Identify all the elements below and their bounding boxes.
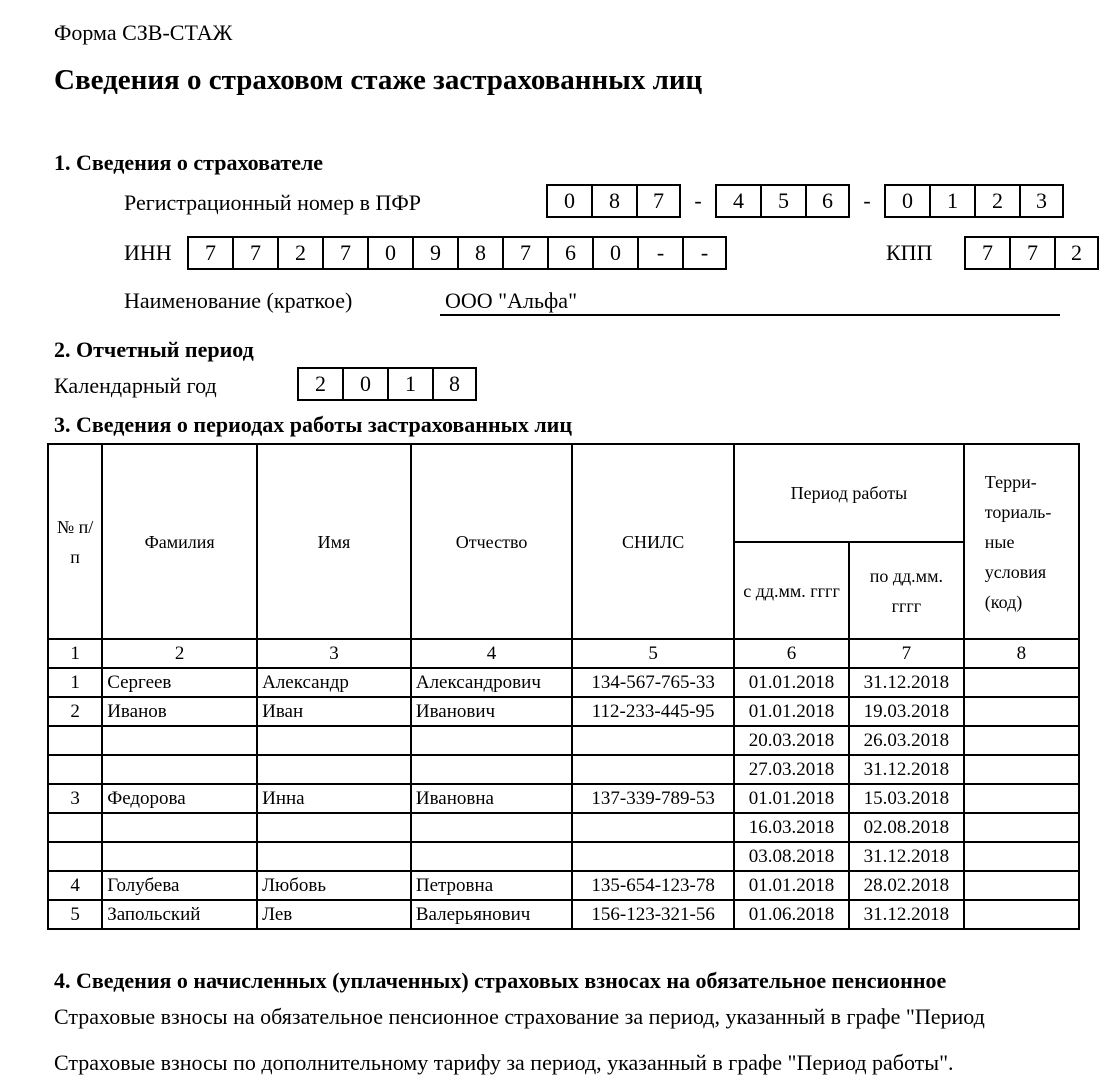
short-name-label: Наименование (краткое) — [124, 288, 353, 313]
year-digit: 8 — [432, 367, 477, 401]
inn-label: ИНН — [124, 240, 172, 265]
surname-cell: Иванов — [102, 697, 257, 726]
document-title: Сведения о страховом стаже застрахованных лиц — [54, 64, 703, 96]
period-to-cell: 31.12.2018 — [849, 842, 964, 871]
calendar-year-cells — [297, 367, 477, 401]
inn-digit: 0 — [592, 236, 637, 270]
column-number: 1 — [48, 639, 102, 668]
reg-number-digit: 0 — [546, 184, 591, 218]
short-name-underline — [440, 314, 1060, 316]
table-row — [48, 813, 1079, 842]
patronymic-cell — [411, 726, 572, 755]
section1-heading: 1. Сведения о страхователе — [54, 150, 324, 175]
period-to-cell: 28.02.2018 — [849, 871, 964, 900]
period-to-cell: 19.03.2018 — [849, 697, 964, 726]
reg-number-digit: 1 — [929, 184, 974, 218]
inn-digit: 9 — [412, 236, 457, 270]
snils-cell: 135-654-123-78 — [572, 871, 734, 900]
reg-number-digit: 3 — [1019, 184, 1064, 218]
column-number: 5 — [572, 639, 734, 668]
header-name: Имя — [257, 444, 411, 639]
period-to-cell: 31.12.2018 — [849, 755, 964, 784]
header-period-to: по дд.мм. гггг — [849, 542, 964, 639]
column-number: 2 — [102, 639, 257, 668]
row-number — [48, 726, 102, 755]
period-from-cell: 01.01.2018 — [734, 871, 849, 900]
section2-heading: 2. Отчетный период — [54, 337, 254, 362]
inn-digit: 7 — [232, 236, 277, 270]
row-number: 5 — [48, 900, 102, 929]
snils-cell — [572, 842, 734, 871]
snils-cell: 134-567-765-33 — [572, 668, 734, 697]
section4-line2: Страховые взносы по дополнительному тарифу за период, указанный в графе "Период работы". — [54, 1050, 954, 1075]
period-to-cell: 15.03.2018 — [849, 784, 964, 813]
snils-cell — [572, 726, 734, 755]
territorial-conditions-cell — [964, 697, 1079, 726]
snils-cell — [572, 755, 734, 784]
period-from-cell: 27.03.2018 — [734, 755, 849, 784]
reg-number-digit: 8 — [591, 184, 636, 218]
patronymic-cell: Валерьянович — [411, 900, 572, 929]
header-territorial-conditions: Территориальные условия (код) — [964, 444, 1079, 639]
surname-cell: Запольский — [102, 900, 257, 929]
territorial-conditions-cell — [964, 726, 1079, 755]
column-number: 7 — [849, 639, 964, 668]
name-cell: Инна — [257, 784, 411, 813]
year-digit: 1 — [387, 367, 432, 401]
reg-number-digit: 0 — [884, 184, 929, 218]
name-cell: Лев — [257, 900, 411, 929]
section4-heading: 4. Сведения о начисленных (уплаченных) страховых взносах на обязательное пенсионное — [54, 968, 947, 993]
territorial-conditions-cell — [964, 784, 1079, 813]
row-number: 1 — [48, 668, 102, 697]
table-row — [48, 871, 1079, 900]
inn-digit: 2 — [277, 236, 322, 270]
section3-heading: 3. Сведения о периодах работы застрахованных лиц — [54, 412, 573, 437]
kpp-digit: 7 — [964, 236, 1009, 270]
reg-number-digit: 7 — [636, 184, 681, 218]
patronymic-cell: Петровна — [411, 871, 572, 900]
period-from-cell: 01.06.2018 — [734, 900, 849, 929]
inn-digit: 0 — [367, 236, 412, 270]
table-row — [48, 842, 1079, 871]
period-from-cell: 01.01.2018 — [734, 784, 849, 813]
column-number: 3 — [257, 639, 411, 668]
header-work-period: Период работы — [734, 444, 964, 542]
header-surname: Фамилия — [102, 444, 257, 639]
reg-number-digit: 2 — [974, 184, 1019, 218]
territorial-conditions-cell — [964, 668, 1079, 697]
inn-digit: 8 — [457, 236, 502, 270]
snils-cell — [572, 813, 734, 842]
snils-cell: 156-123-321-56 — [572, 900, 734, 929]
header-period-from: с дд.мм. гггг — [734, 542, 849, 639]
form-name: Форма СЗВ-СТАЖ — [54, 20, 233, 45]
name-cell — [257, 726, 411, 755]
inn-digit: 7 — [187, 236, 232, 270]
table-row — [48, 900, 1079, 929]
period-to-cell: 31.12.2018 — [849, 668, 964, 697]
table-row — [48, 755, 1079, 784]
period-from-cell: 16.03.2018 — [734, 813, 849, 842]
inn-digit: 7 — [322, 236, 367, 270]
reg-number-digit: 5 — [760, 184, 805, 218]
kpp-cells — [964, 236, 1099, 270]
snils-cell: 137-339-789-53 — [572, 784, 734, 813]
row-number: 4 — [48, 871, 102, 900]
header-snils: СНИЛС — [572, 444, 734, 639]
inn-cells — [187, 236, 727, 270]
surname-cell: Федорова — [102, 784, 257, 813]
row-number: 2 — [48, 697, 102, 726]
name-cell — [257, 842, 411, 871]
row-number: 3 — [48, 784, 102, 813]
column-number: 8 — [964, 639, 1079, 668]
header-num: № п/п — [48, 444, 102, 639]
period-to-cell: 31.12.2018 — [849, 900, 964, 929]
reg-number-cells — [546, 184, 1064, 218]
short-name-value: ООО "Альфа" — [445, 288, 578, 313]
inn-digit: - — [637, 236, 682, 270]
reg-number-separator: - — [694, 188, 702, 213]
period-to-cell: 26.03.2018 — [849, 726, 964, 755]
inn-digit: - — [682, 236, 727, 270]
kpp-label: КПП — [886, 240, 933, 265]
column-number: 4 — [411, 639, 572, 668]
inn-digit: 7 — [502, 236, 547, 270]
section4-line1: Страховые взносы на обязательное пенсионное страхование за период, указанный в графе "Период — [54, 1004, 985, 1029]
territorial-conditions-cell — [964, 900, 1079, 929]
period-from-cell: 20.03.2018 — [734, 726, 849, 755]
name-cell: Иван — [257, 697, 411, 726]
table-row — [48, 668, 1079, 697]
patronymic-cell: Ивановна — [411, 784, 572, 813]
territorial-conditions-cell — [964, 871, 1079, 900]
name-cell: Александр — [257, 668, 411, 697]
work-periods-table — [47, 443, 1080, 930]
patronymic-cell — [411, 813, 572, 842]
territorial-conditions-cell — [964, 755, 1079, 784]
name-cell: Любовь — [257, 871, 411, 900]
name-cell — [257, 813, 411, 842]
table-row — [48, 726, 1079, 755]
reg-number-digit: 4 — [715, 184, 760, 218]
patronymic-cell — [411, 842, 572, 871]
row-number — [48, 813, 102, 842]
surname-cell: Голубева — [102, 871, 257, 900]
patronymic-cell: Александрович — [411, 668, 572, 697]
year-digit: 0 — [342, 367, 387, 401]
patronymic-cell: Иванович — [411, 697, 572, 726]
row-number — [48, 755, 102, 784]
period-to-cell: 02.08.2018 — [849, 813, 964, 842]
patronymic-cell — [411, 755, 572, 784]
kpp-digit: 7 — [1009, 236, 1054, 270]
table-row — [48, 697, 1079, 726]
surname-cell — [102, 726, 257, 755]
column-numbers-row — [48, 639, 1079, 668]
kpp-digit: 2 — [1054, 236, 1099, 270]
table-row — [48, 784, 1079, 813]
reg-number-label: Регистрационный номер в ПФР — [124, 190, 421, 215]
surname-cell — [102, 813, 257, 842]
reg-number-separator: - — [863, 188, 871, 213]
calendar-year-label: Календарный год — [54, 373, 217, 398]
row-number — [48, 842, 102, 871]
reg-number-digit: 6 — [805, 184, 850, 218]
period-from-cell: 03.08.2018 — [734, 842, 849, 871]
period-from-cell: 01.01.2018 — [734, 668, 849, 697]
year-digit: 2 — [297, 367, 342, 401]
snils-cell: 112-233-445-95 — [572, 697, 734, 726]
name-cell — [257, 755, 411, 784]
territorial-conditions-cell — [964, 813, 1079, 842]
surname-cell — [102, 755, 257, 784]
territorial-conditions-cell — [964, 842, 1079, 871]
inn-digit: 6 — [547, 236, 592, 270]
surname-cell: Сергеев — [102, 668, 257, 697]
surname-cell — [102, 842, 257, 871]
column-number: 6 — [734, 639, 849, 668]
period-from-cell: 01.01.2018 — [734, 697, 849, 726]
header-patronymic: Отчество — [411, 444, 572, 639]
